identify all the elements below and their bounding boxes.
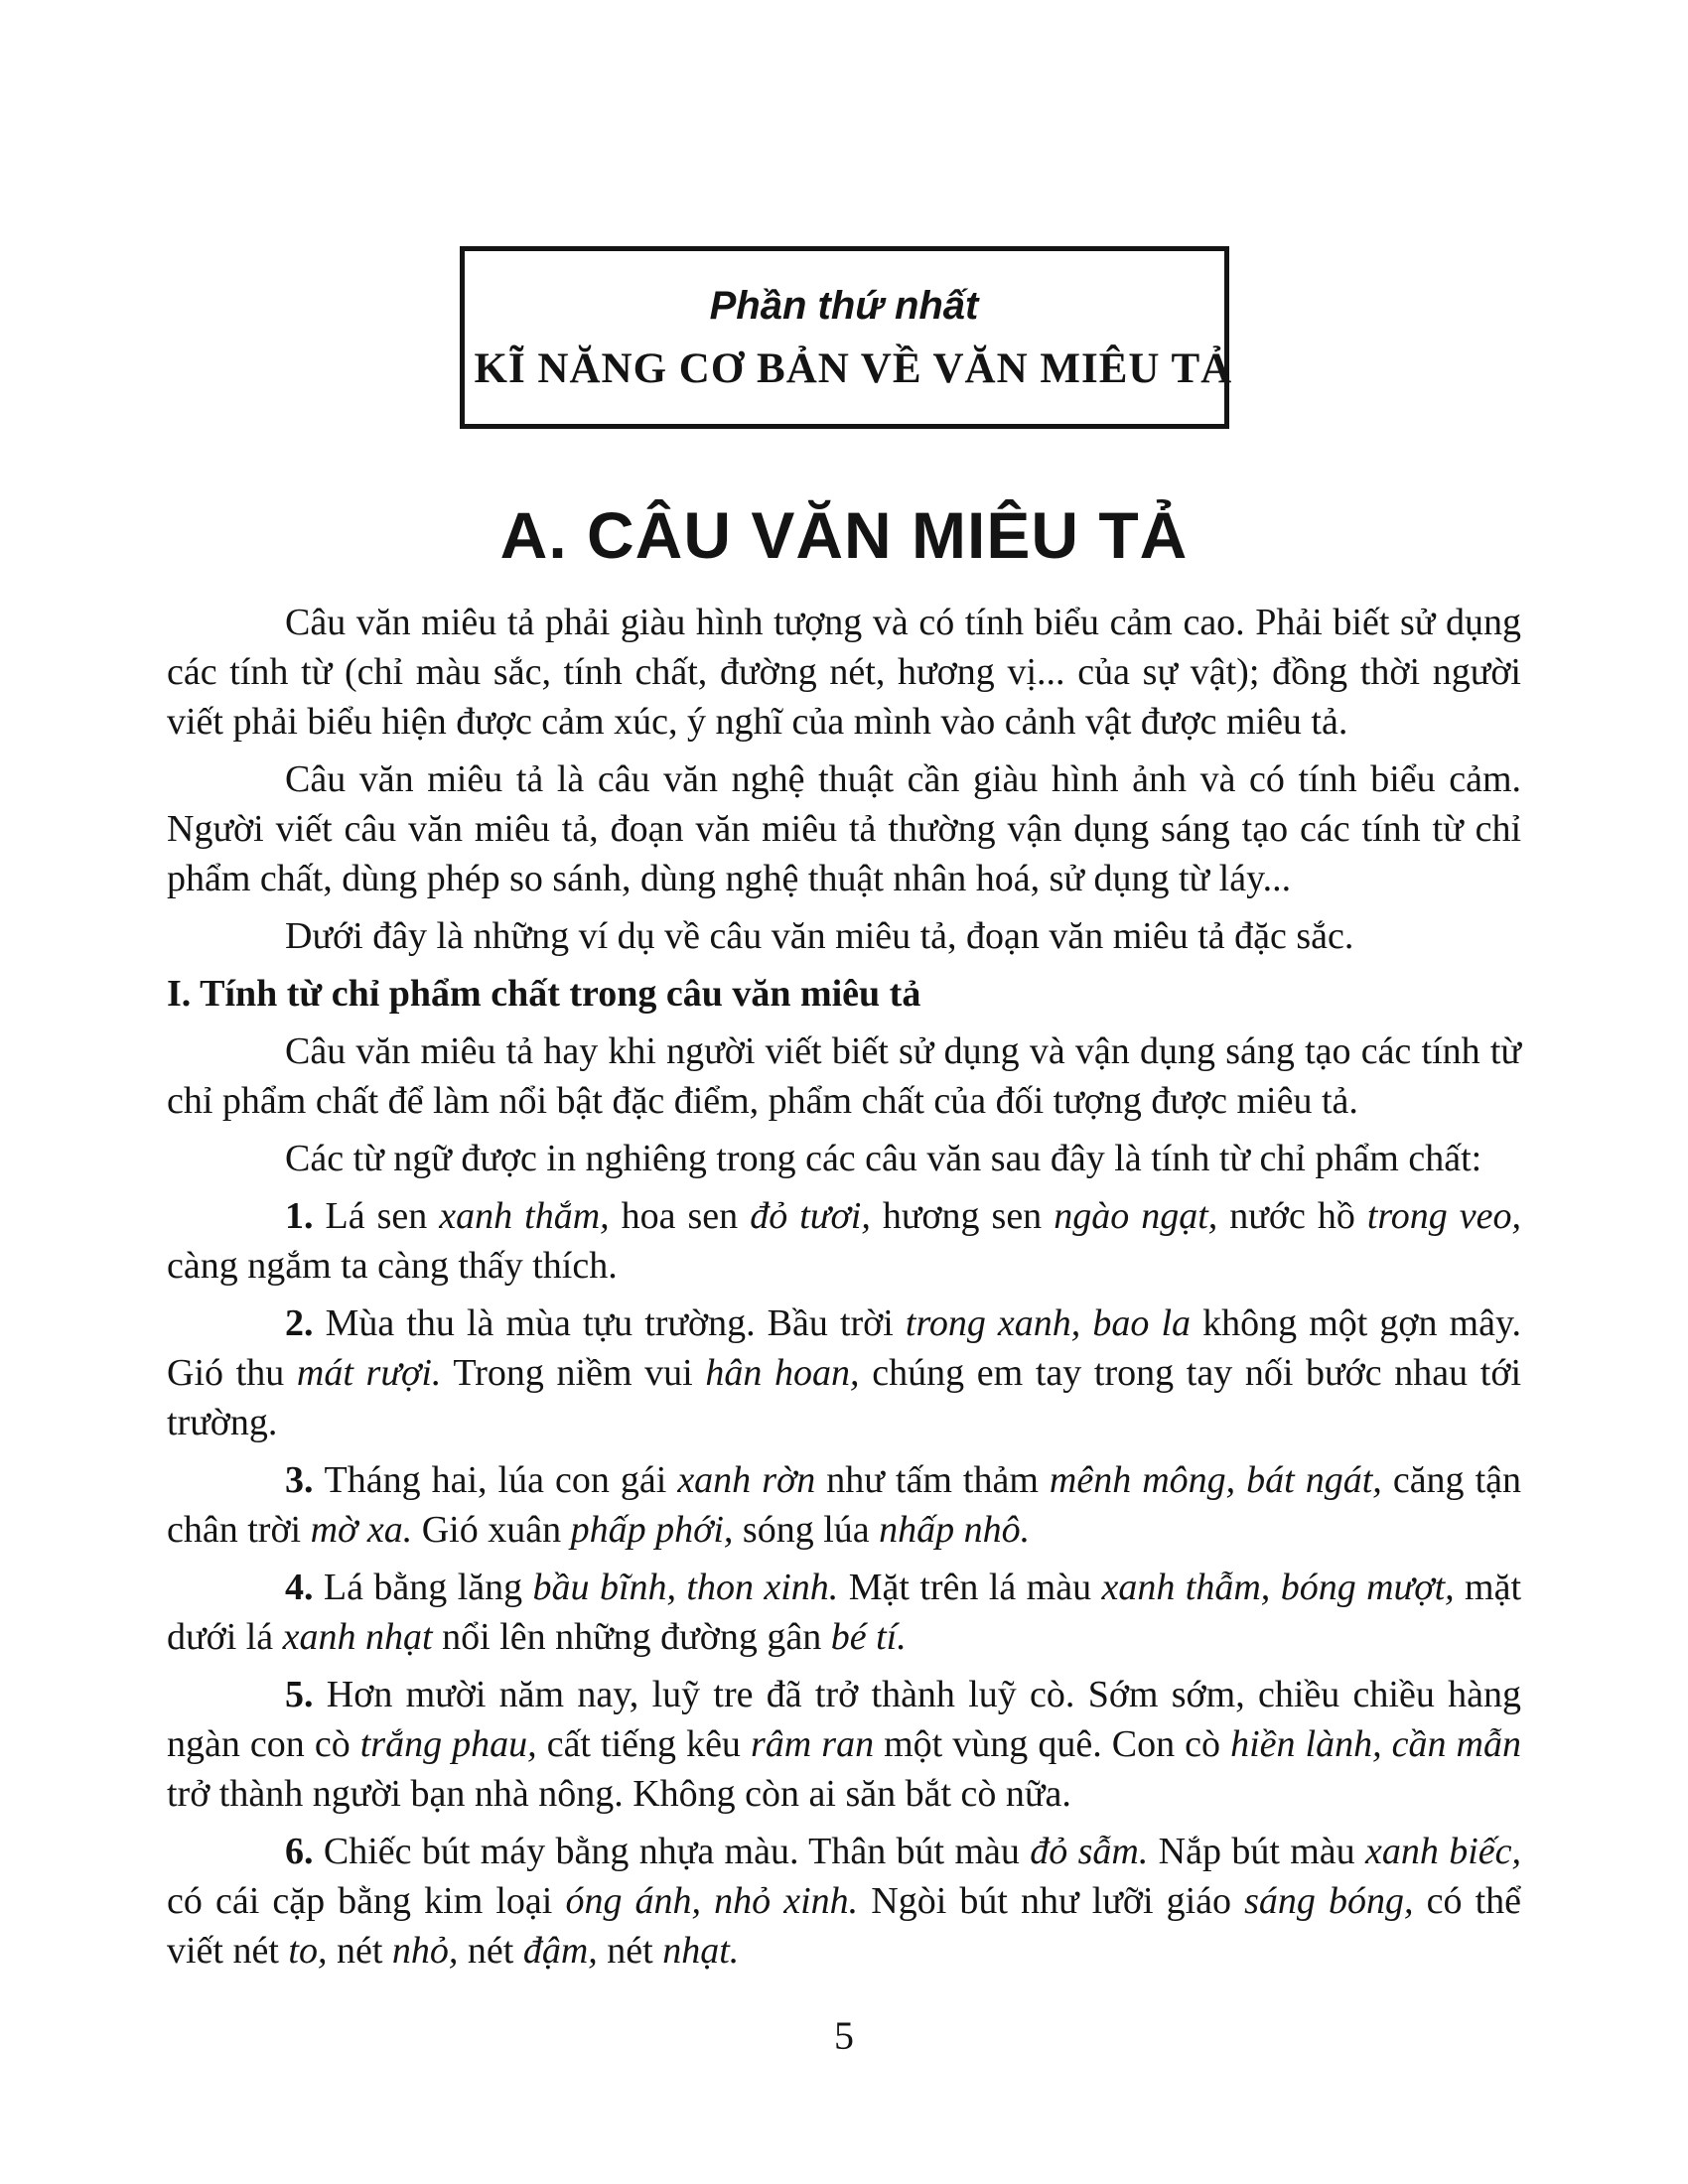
italic-term: đỏ tươi, — [750, 1195, 871, 1237]
italic-term: óng ánh, nhỏ xinh. — [565, 1880, 859, 1922]
item-number: 5. — [285, 1674, 327, 1715]
text-run: I. Tính từ chỉ phẩm chất trong câu văn miêu tả — [167, 973, 921, 1015]
text-run: Lá bằng lăng — [323, 1567, 533, 1608]
text-run: nổi lên những đường gân — [432, 1616, 831, 1658]
italic-term: trong xanh, bao la — [905, 1302, 1192, 1344]
italic-term: xanh nhạt — [282, 1616, 433, 1658]
text-run: Hơn mười năm nay, luỹ tre đã trở thành luỹ cò. Sớm sớm, chiều chiều hàng ngàn con cò — [167, 1674, 1521, 1765]
item-number: 1. — [285, 1195, 326, 1237]
text-run: căng tận chân trời — [167, 1459, 1521, 1551]
italic-term: nhấp nhô. — [879, 1509, 1031, 1551]
text-run: Lá sen — [325, 1195, 440, 1237]
item-number: 6. — [285, 1831, 324, 1872]
numbered-item — [167, 1455, 1521, 1555]
text-run: càng ngắm ta càng thấy thích. — [167, 1245, 618, 1287]
numbered-item — [167, 1670, 1521, 1819]
text-run: có thể viết nét — [167, 1880, 1521, 1972]
text-run: Chiếc bút máy bằng nhựa màu. Thân bút màu — [323, 1831, 1031, 1872]
text-run: Các từ ngữ được in nghiêng trong các câu văn sau đây là tính từ chỉ phẩm chất: — [285, 1138, 1482, 1179]
italic-term: xanh thắm, — [439, 1195, 610, 1237]
paragraph — [167, 598, 1521, 747]
numbered-item — [167, 1563, 1521, 1662]
item-number: 2. — [285, 1302, 326, 1344]
italic-term: bé tí. — [830, 1616, 907, 1658]
part-title: KĨ NĂNG CƠ BẢN VỀ VĂN MIÊU TẢ — [474, 345, 1233, 392]
item-number: 4. — [285, 1567, 324, 1608]
document-body — [167, 598, 1521, 1976]
italic-term: mênh mông, bát ngát, — [1049, 1459, 1382, 1501]
text-run: như tấm thảm — [815, 1459, 1050, 1501]
text-run: trở thành người bạn nhà nông. Không còn ai săn bắt cò nữa. — [167, 1773, 1071, 1815]
text-run: Mùa thu là mùa tựu trường. Bầu trời — [325, 1302, 906, 1344]
paragraph — [167, 754, 1521, 903]
italic-term: mát rượi. — [296, 1352, 442, 1394]
italic-term: hân hoan, — [705, 1352, 860, 1394]
italic-term: đậm, — [522, 1930, 598, 1972]
italic-term: sáng bóng, — [1244, 1880, 1414, 1922]
text-run: chúng em tay trong tay nối bước nhau tới trường. — [167, 1352, 1522, 1443]
text-run: Ngòi bút như lưỡi giáo — [858, 1880, 1245, 1922]
italic-term: mờ xa. — [310, 1509, 413, 1551]
text-run: nước hồ — [1217, 1195, 1367, 1237]
paragraph — [167, 1134, 1521, 1183]
numbered-item — [167, 1191, 1521, 1291]
text-run: nét — [458, 1930, 523, 1972]
italic-term: nhạt. — [662, 1930, 740, 1972]
text-run: cất tiếng kêu — [536, 1723, 751, 1765]
italic-term: phấp phới, — [570, 1509, 734, 1551]
part-title-box — [460, 246, 1233, 429]
text-run: hoa sen — [609, 1195, 751, 1237]
numbered-item — [167, 1298, 1521, 1447]
text-run: Câu văn miêu tả hay khi người viết biết sử dụng và vận dụng sáng tạo các tính từ chỉ phẩm chất để làm nổi bật đặc điểm, phẩm chất của đối tượng được miêu tả. — [167, 1030, 1521, 1122]
italic-term: to, — [288, 1930, 328, 1972]
main-heading: A. CÂU VĂN MIÊU TẢ — [499, 498, 1189, 572]
paragraph — [167, 911, 1521, 961]
text-run: một vùng quê. Con cò — [874, 1723, 1231, 1765]
italic-term: xanh biếc, — [1365, 1831, 1522, 1872]
italic-term: râm ran — [751, 1723, 875, 1765]
text-run: Câu văn miêu tả phải giàu hình tượng và có tính biểu cảm cao. Phải biết sử dụng các tính từ (chỉ màu sắc, tính chất, đường nét, hương vị... của sự vật); đồng thời người viết phải biểu hiện được cảm xúc, ý nghĩ của mình vào cảnh vật được miêu tả. — [167, 602, 1521, 743]
text-run: hương sen — [870, 1195, 1055, 1237]
italic-term: xanh rờn — [677, 1459, 816, 1501]
text-run: nét — [597, 1930, 663, 1972]
page-number: 5 — [834, 2013, 854, 2058]
italic-term: ngào ngạt, — [1054, 1195, 1218, 1237]
text-run: sóng lúa — [733, 1509, 880, 1551]
italic-term: trắng phau, — [359, 1723, 537, 1765]
numbered-item — [167, 1827, 1521, 1976]
text-run: Tháng hai, lúa con gái — [324, 1459, 678, 1501]
item-number: 3. — [285, 1459, 325, 1501]
text-run: có cái cặp bằng kim loại — [167, 1880, 566, 1922]
text-run: Câu văn miêu tả là câu văn nghệ thuật cần giàu hình ảnh và có tính biểu cảm. Người viết câu văn miêu tả, đoạn văn miêu tả thường vận dụng sáng tạo các tính từ chỉ phẩm chất, dùng phép so sánh, dùng nghệ thuật nhân hoá, sử dụng từ láy... — [167, 758, 1521, 899]
italic-term: trong veo, — [1366, 1195, 1522, 1237]
italic-term: bầu bĩnh, thon xinh. — [532, 1567, 839, 1608]
text-run: không một gợn mây. Gió thu — [167, 1302, 1522, 1394]
section-heading — [167, 969, 1521, 1019]
italic-term: hiền lành, cần mẫn — [1230, 1723, 1521, 1765]
italic-term: xanh thẫm, bóng mượt, — [1101, 1567, 1455, 1608]
paragraph — [167, 1026, 1521, 1126]
text-run: mặt dưới lá — [167, 1567, 1522, 1658]
italic-term: đỏ sẫm. — [1030, 1831, 1149, 1872]
text-run: Trong niềm vui — [441, 1352, 706, 1394]
text-run: Gió xuân — [412, 1509, 571, 1551]
text-run: Nắp bút màu — [1148, 1831, 1365, 1872]
text-run: nét — [327, 1930, 392, 1972]
part-label: Phần thứ nhất — [709, 284, 979, 328]
text-run: Mặt trên lá màu — [838, 1567, 1102, 1608]
text-run: Dưới đây là những ví dụ về câu văn miêu tả, đoạn văn miêu tả đặc sắc. — [285, 915, 1354, 957]
italic-term: nhỏ, — [391, 1930, 459, 1972]
